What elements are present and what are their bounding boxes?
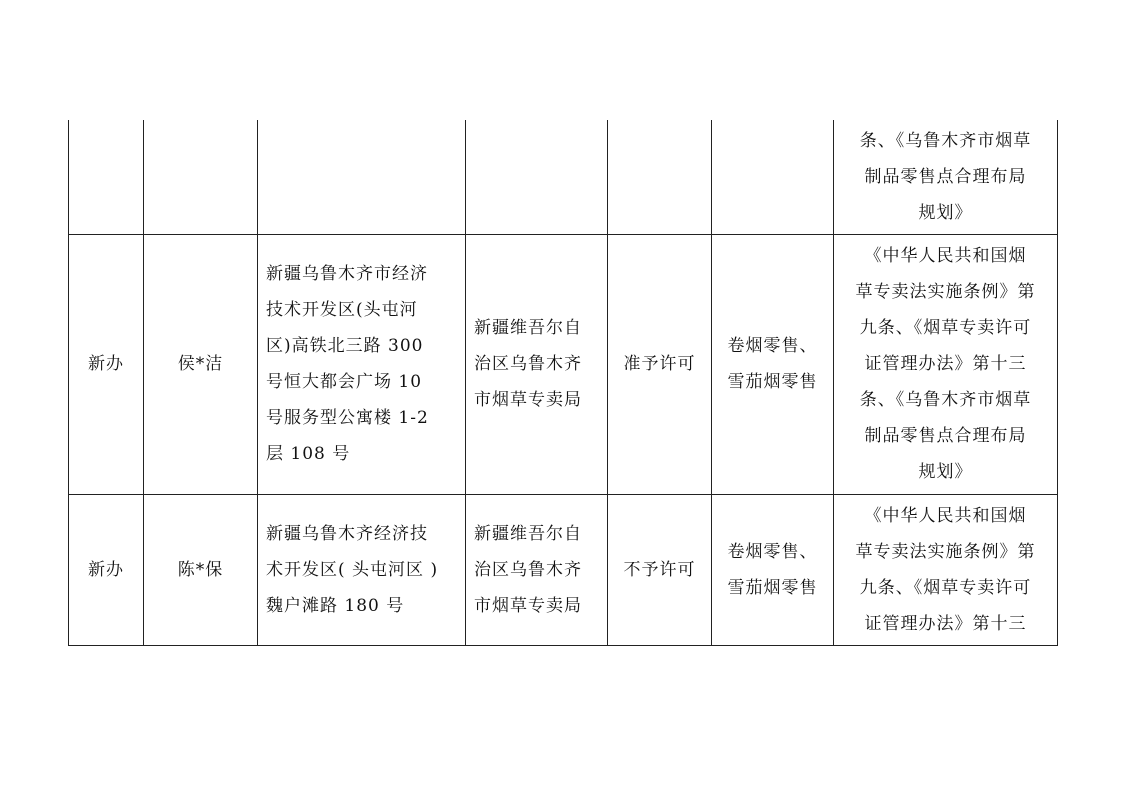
type-cell: 新办 [69, 234, 144, 494]
address-line: 号服务型公寓楼 1-2 [266, 408, 429, 428]
address-line: 新疆乌鲁木齐市经济 [266, 264, 428, 284]
basis-cell [834, 120, 1058, 234]
table-row [69, 120, 1058, 234]
basis-line: 规划》 [918, 462, 973, 482]
basis-cell [834, 234, 1058, 494]
basis-line: 证管理办法》第十三 [864, 613, 1027, 634]
address-cell [258, 494, 466, 645]
authority-line: 市烟草专卖局 [474, 390, 582, 410]
basis-line: 证管理办法》第十三 [864, 354, 1027, 374]
address-line: 技术开发区(头屯河 [266, 300, 418, 320]
address-line: 区)高铁北三路 300 [266, 336, 424, 356]
scope-cell [712, 494, 834, 645]
result-cell: 准予许可 [608, 234, 712, 494]
authority-cell [466, 120, 608, 234]
basis-line: 草专卖法实施条例》第 [855, 282, 1036, 302]
basis-line: 草专卖法实施条例》第 [855, 541, 1036, 562]
authority-cell [466, 234, 608, 494]
basis-line: 制品零售点合理布局 [864, 426, 1027, 446]
type-cell [69, 120, 144, 234]
authority-line: 新疆维吾尔自 [474, 318, 582, 338]
basis-line: 条、《乌鲁木齐市烟草 [859, 390, 1032, 410]
basis-line: 《中华人民共和国烟 [864, 246, 1027, 266]
type-cell: 新办 [69, 494, 144, 645]
scope-cell [712, 120, 834, 234]
scope-cell [712, 234, 834, 494]
address-line: 层 108 号 [266, 444, 351, 464]
address-line: 号恒大都会广场 10 [266, 372, 423, 392]
table-row [69, 234, 1058, 494]
address-line: 魏户滩路 180 号 [266, 595, 405, 616]
scope-line: 雪茄烟零售 [727, 372, 818, 392]
scope-line: 卷烟零售、 [727, 541, 818, 562]
name-cell: 侯*洁 [144, 234, 258, 494]
basis-line: 规划》 [918, 202, 973, 223]
authority-line: 治区乌鲁木齐 [474, 559, 582, 580]
basis-line: 条、《乌鲁木齐市烟草 [859, 130, 1032, 151]
address-cell [258, 234, 466, 494]
result-cell [608, 120, 712, 234]
scope-line: 卷烟零售、 [727, 336, 818, 356]
basis-line: 九条、《烟草专卖许可 [859, 318, 1032, 338]
basis-cell [834, 494, 1058, 645]
basis-line: 制品零售点合理布局 [864, 166, 1027, 187]
table-row [69, 494, 1058, 645]
basis-line: 《中华人民共和国烟 [864, 505, 1027, 526]
address-line: 新疆乌鲁木齐经济技 [266, 523, 428, 544]
authority-line: 治区乌鲁木齐 [474, 354, 582, 374]
name-cell: 陈*保 [144, 494, 258, 645]
authority-line: 市烟草专卖局 [474, 595, 582, 616]
basis-line: 九条、《烟草专卖许可 [859, 577, 1032, 598]
scope-line: 雪茄烟零售 [727, 577, 818, 598]
address-cell [258, 120, 466, 234]
authority-cell [466, 494, 608, 645]
result-cell: 不予许可 [608, 494, 712, 645]
name-cell [144, 120, 258, 234]
license-table [68, 120, 1058, 646]
address-line: 术开发区( 头屯河区 ) [266, 559, 439, 580]
authority-line: 新疆维吾尔自 [474, 523, 582, 544]
